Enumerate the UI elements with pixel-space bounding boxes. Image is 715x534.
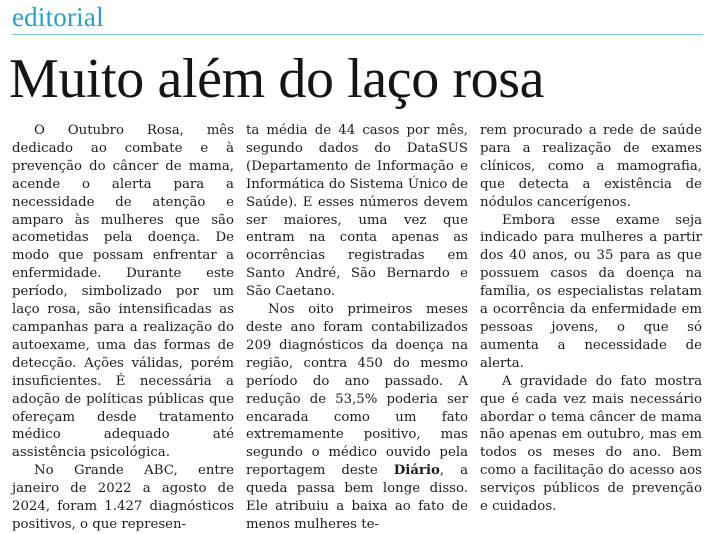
- article-column-1: [12, 122, 234, 534]
- paragraph: No Grande ABC, entre janeiro de 2022 a agosto de 2024, foram 1.427 diagnósticos positivos, o que represen-: [12, 463, 234, 532]
- paragraph-continued: rem procurado a rede de saúde para a realização de exames clínicos, como a mamografia, que detecta a existência de nódulos cancerígenos.: [480, 123, 702, 210]
- paragraph-continued: ta média de 44 casos por mês, segundo dados do DataSUS (Departamento de Informação e Informática do Sistema Único de Saúde). E esses números devem ser maiores, uma vez que entram na conta apenas as ocorrências registradas em Santo André, São Bernardo e São Caetano.: [246, 123, 468, 300]
- article-body: [12, 122, 702, 532]
- paragraph-text: Nos oito primeiros meses deste ano foram contabilizados 209 diagnósticos da doença na região, contra 450 do mesmo período do ano passado. A redução de 53,5% poderia ser encarada como um fato extremamente positivo, mas segundo o médico ouvido pela reportagem deste: [246, 302, 468, 479]
- article-column-3: [480, 122, 702, 516]
- section-divider: [12, 34, 703, 35]
- paragraph: [246, 301, 468, 534]
- article-column-2: [246, 122, 468, 534]
- section-label: editorial: [12, 2, 104, 32]
- paragraph: Embora esse exame seja indicado para mulheres a partir dos 40 anos, ou 35 para as que possuem casos da doença na família, os especialistas relatam a ocorrência da enfermidade em pessoas jovens, o que só aumenta a necessidade de alerta.: [480, 212, 702, 371]
- headline: Muito além do laço rosa: [9, 48, 545, 110]
- paragraph: A gravidade do fato mostra que é cada vez mais necessário abordar o tema câncer de mama não apenas em outubro, mas em todos os meses do ano. Bem como a facilitação do acesso aos serviços públicos de prevenção e cuidados.: [480, 373, 702, 515]
- paragraph-text: , a queda passa bem longe disso. Ele atribuiu a baixa ao fato de menos mulheres te-: [246, 463, 468, 532]
- paragraph: O Outubro Rosa, mês dedicado ao combate e à prevenção do câncer de mama, acende o alerta para a necessidade de atenção e amparo às mulheres que são acometidas pela doença. De modo que possam enfrentar a enfermidade. Durante este período, simbolizado por um laço rosa, são intensificadas as campanhas para a realização do autoexame, uma das formas de detecção. Ações válidas, porém insuficientes. É necessária a adoção de políticas públicas que ofereçam desde tratamento médico adequado até assistência psicológica.: [12, 123, 234, 461]
- newspaper-name: Diário: [393, 463, 440, 479]
